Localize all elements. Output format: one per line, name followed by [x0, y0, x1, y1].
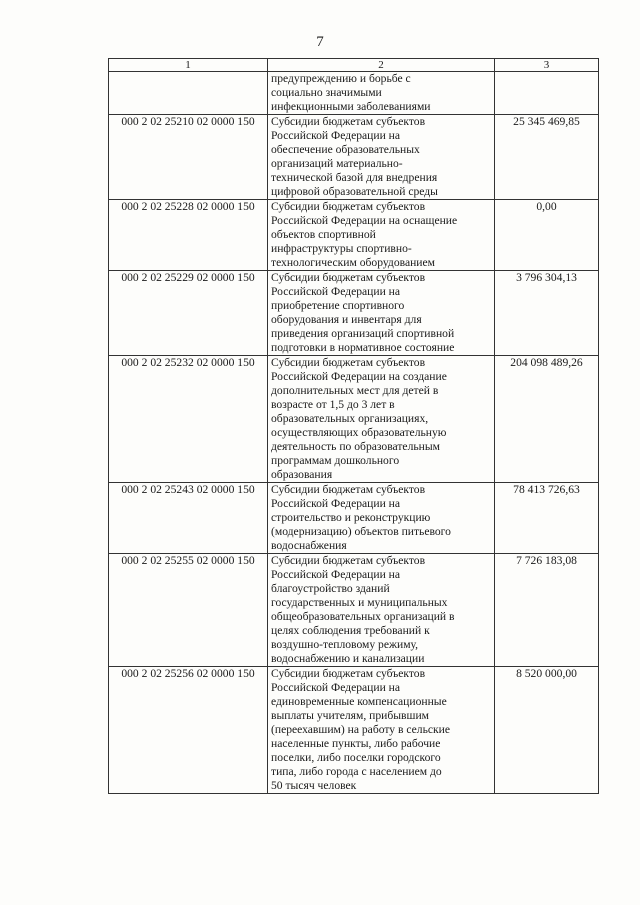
column-header-amount: 3	[495, 59, 599, 72]
row-description: Субсидии бюджетам субъектов Российской Федерации на благоустройство зданий государственных и муниципальных общеобразовательных организаций в целях соблюдения требований к воздушно-тепловому режиму, водоснабжению и канализации	[268, 554, 495, 667]
table-row	[109, 271, 599, 356]
row-code: 000 2 02 25229 02 0000 150	[109, 271, 268, 356]
table-row	[109, 356, 599, 483]
row-description: Субсидии бюджетам субъектов Российской Федерации на оснащение объектов спортивной инфраструктуры спортивно- технологическим оборудованием	[268, 200, 495, 271]
row-amount: 8 520 000,00	[495, 667, 599, 794]
table-row	[109, 667, 599, 794]
row-description: Субсидии бюджетам субъектов Российской Федерации на приобретение спортивного оборудования и инвентаря для приведения организаций спортивной подготовки в нормативное состояние	[268, 271, 495, 356]
row-amount: 204 098 489,26	[495, 356, 599, 483]
budget-revenue-table	[108, 58, 599, 794]
row-amount: 78 413 726,63	[495, 483, 599, 554]
table-row	[109, 72, 599, 115]
row-description: Субсидии бюджетам субъектов Российской Федерации на обеспечение образовательных организаций материально- технической базой для внедрения цифровой образовательной среды	[268, 115, 495, 200]
table-row	[109, 554, 599, 667]
row-code: 000 2 02 25256 02 0000 150	[109, 667, 268, 794]
row-description: Субсидии бюджетам субъектов Российской Федерации на единовременные компенсационные выплаты учителям, прибывшим (переехавшим) на работу в сельские населенные пункты, либо рабочие поселки, либо поселки городского типа, либо города с населением до 50 тысяч человек	[268, 667, 495, 794]
table-row	[109, 483, 599, 554]
row-amount: 25 345 469,85	[495, 115, 599, 200]
row-description: Субсидии бюджетам субъектов Российской Федерации на создание дополнительных мест для детей в возрасте от 1,5 до 3 лет в образовательных организациях, осуществляющих образовательную деятельность по образовательным программам дошкольного образования	[268, 356, 495, 483]
table-row	[109, 115, 599, 200]
row-code: 000 2 02 25232 02 0000 150	[109, 356, 268, 483]
column-header-description: 2	[268, 59, 495, 72]
table-header-row	[109, 59, 599, 72]
row-description: Субсидии бюджетам субъектов Российской Федерации на строительство и реконструкцию (модернизацию) объектов питьевого водоснабжения	[268, 483, 495, 554]
row-description: предупреждению и борьбе с социально значимыми инфекционными заболеваниями	[268, 72, 495, 115]
row-code: 000 2 02 25243 02 0000 150	[109, 483, 268, 554]
row-code: 000 2 02 25228 02 0000 150	[109, 200, 268, 271]
row-amount: 7 726 183,08	[495, 554, 599, 667]
row-code: 000 2 02 25210 02 0000 150	[109, 115, 268, 200]
column-header-code: 1	[109, 59, 268, 72]
row-amount	[495, 72, 599, 115]
row-amount: 0,00	[495, 200, 599, 271]
row-amount: 3 796 304,13	[495, 271, 599, 356]
row-code	[109, 72, 268, 115]
page-number: 7	[316, 34, 324, 50]
row-code: 000 2 02 25255 02 0000 150	[109, 554, 268, 667]
table-row	[109, 200, 599, 271]
